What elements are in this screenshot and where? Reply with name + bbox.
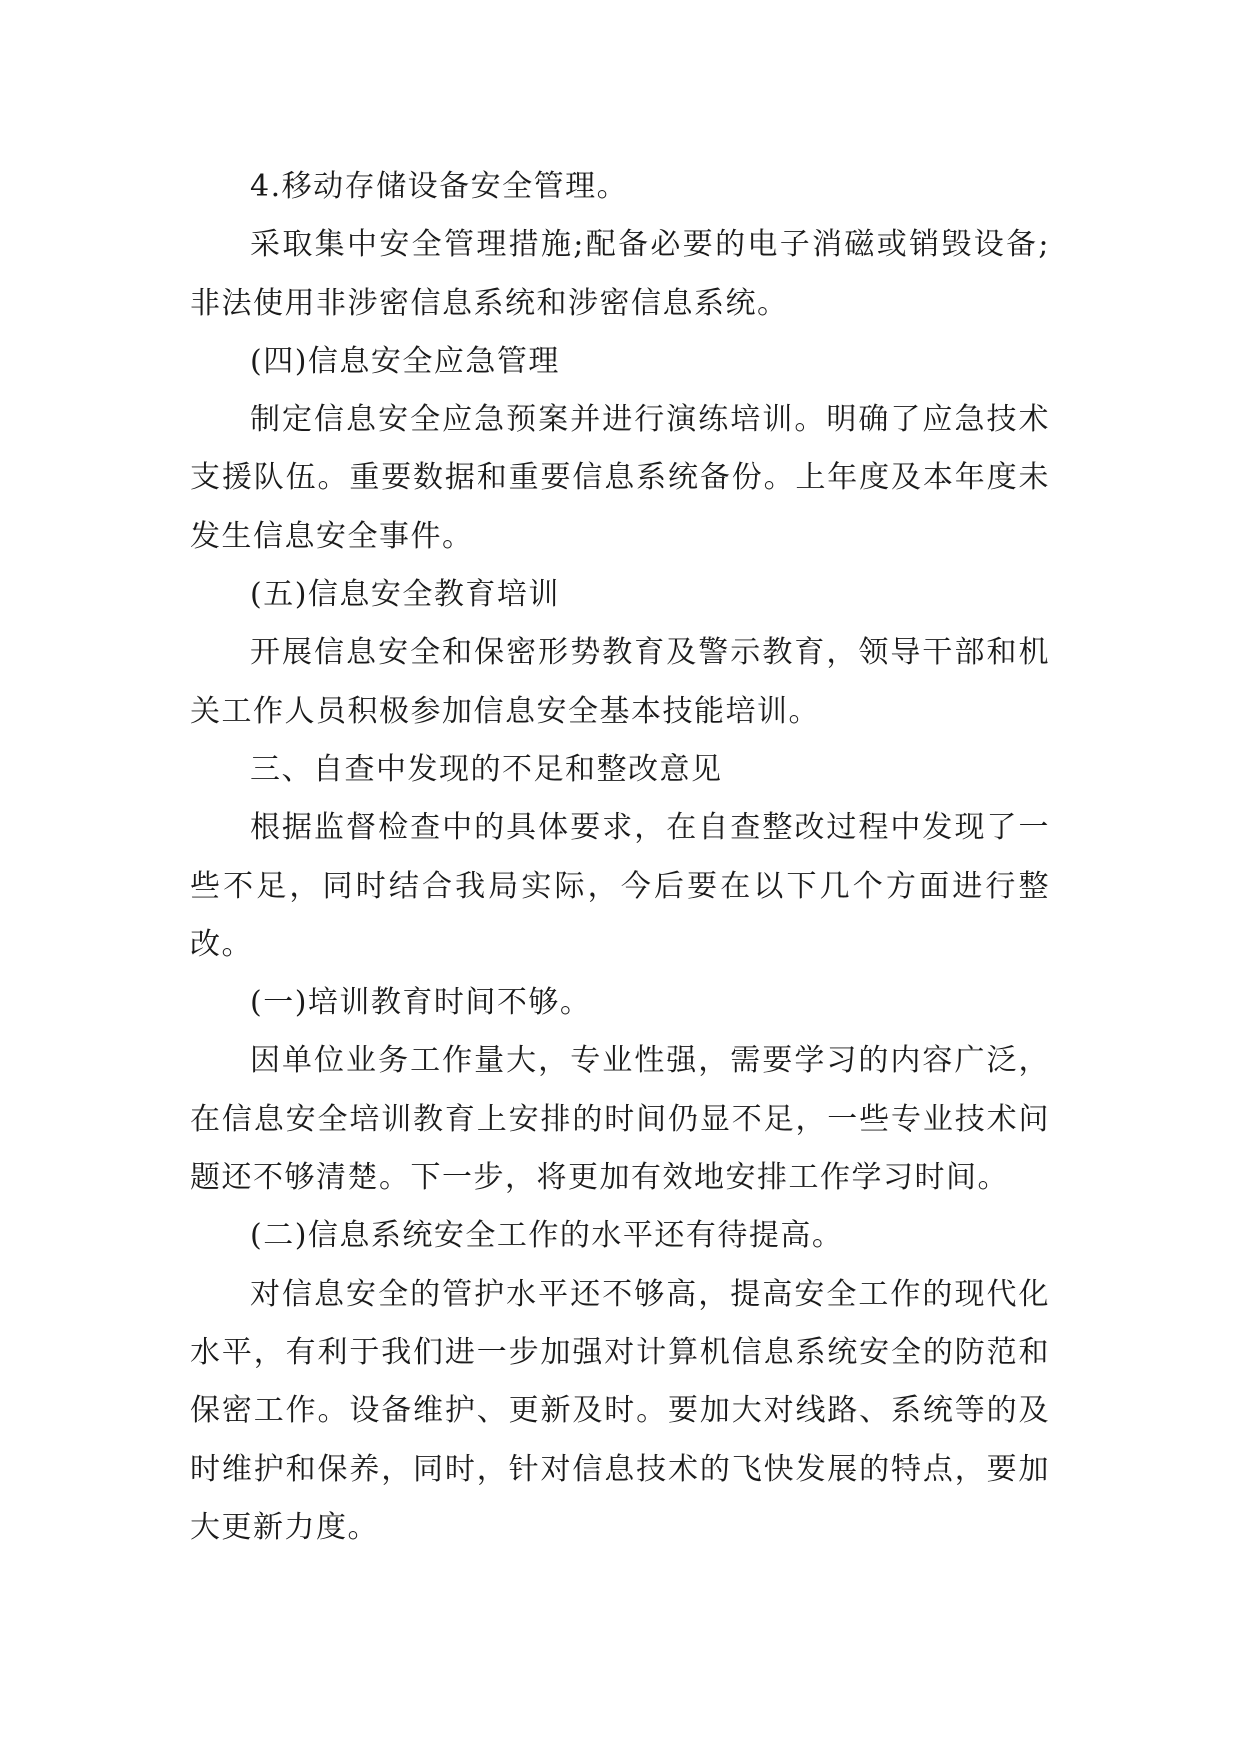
paragraph-emergency-management: 制定信息安全应急预案并进行演练培训。明确了应急技术支援队伍。重要数据和重要信息系统备份。上年度及本年度未发生信息安全事件。: [190, 402, 1050, 554]
document-body: [190, 158, 1050, 1557]
paragraph-training-time: 因单位业务工作量大，专业性强，需要学习的内容广泛，在信息安全培训教育上安排的时间仍显不足，一些专业技术问题还不够清楚。下一步，将更加有效地安排工作学习时间。: [190, 1043, 1050, 1196]
paragraph-education-training: 开展信息安全和保密形势教育及警示教育，领导干部和机关工作人员积极参加信息安全基本技能培训。: [190, 635, 1050, 729]
section-heading-system-security-level: (二)信息系统安全工作的水平还有待提高。: [250, 1218, 844, 1254]
section-heading-education-training: (五)信息安全教育培训: [250, 577, 560, 613]
section-heading-emergency-management: (四)信息安全应急管理: [250, 343, 560, 379]
paragraph-system-security-level: 对信息安全的管护水平还不够高，提高安全工作的现代化水平，有利于我们进一步加强对计算机信息系统安全的防范和保密工作。设备维护、更新及时。要加大对线路、系统等的及时维护和保养，同时，针对信息技术的飞快发展的特点，要加大更新力度。: [190, 1276, 1050, 1545]
paragraph-mobile-storage-measures: 采取集中安全管理措施;配备必要的电子消磁或销毁设备;非法使用非涉密信息系统和涉密信息系统。: [190, 227, 1050, 321]
paragraph-shortcomings-intro: 根据监督检查中的具体要求，在自查整改过程中发现了一些不足，同时结合我局实际，今后要在以下几个方面进行整改。: [190, 810, 1050, 962]
section-heading-training-time: (一)培训教育时间不够。: [250, 985, 592, 1021]
section-heading-shortcomings: 三、自查中发现的不足和整改意见: [250, 751, 723, 787]
section-heading-mobile-storage: 4.移动存储设备安全管理。: [250, 169, 629, 204]
